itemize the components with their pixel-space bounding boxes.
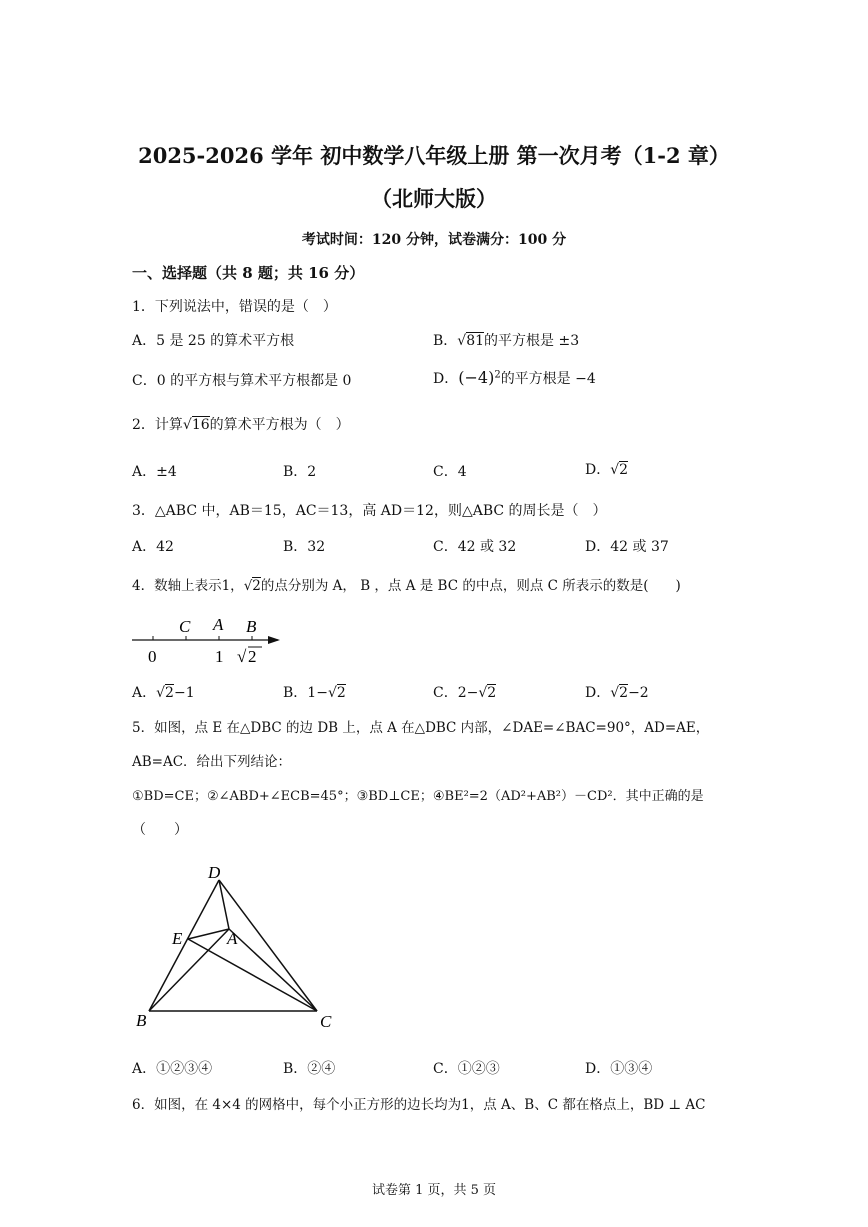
sqrt-radicand: 16	[191, 417, 210, 433]
question-6-stem: 6．如图，在 4×4 的网格中，每个小正方形的边长均为1，点 A、B、C 都在格点上，BD ⊥ AC	[132, 1097, 706, 1113]
question-2-option-b: B．2	[283, 464, 317, 480]
question-3-option-d: D．42 或 37	[585, 539, 669, 555]
sqrt-symbol: √	[478, 685, 488, 701]
stem-text: 2．计算	[132, 417, 183, 433]
sqrt-symbol: √	[327, 685, 337, 701]
sqrt-radicand: 81	[466, 333, 485, 349]
vertex-label-c: C	[320, 1012, 332, 1031]
question-5-stem-line3: ①BD=CE；②∠ABD+∠ECB=45°；③BD⊥CE；④BE²=2（AD²+AB²）－CD²．其中正确的是	[132, 789, 704, 804]
question-2-option-c: C．4	[433, 464, 467, 480]
option-text: −1	[173, 685, 195, 701]
tick-label-sqrt-symbol: √	[237, 647, 247, 666]
segment-db	[149, 880, 219, 1011]
vertex-label-b: B	[136, 1011, 147, 1030]
tick-label-sqrt2: 2	[248, 647, 257, 666]
vertex-label-e: E	[172, 929, 183, 948]
sqrt-radicand: 2	[619, 685, 629, 701]
question-2-option-d	[585, 459, 628, 479]
option-label: B．	[433, 333, 458, 349]
option-label: D．	[585, 462, 611, 478]
question-1-option-c: C．0 的平方根与算术平方根都是 0	[132, 373, 352, 389]
page-subtitle: （北师大版）	[371, 186, 497, 211]
sqrt-radicand: 2	[619, 462, 629, 478]
question-1-option-b	[433, 330, 579, 350]
tick-label-1: 1	[215, 647, 224, 666]
sqrt-radicand: 2	[252, 578, 261, 594]
question-1-option-d	[433, 368, 596, 388]
power-exponent: 2	[494, 369, 501, 381]
question-2-stem	[132, 414, 350, 434]
question-5-option-d: D．①③④	[585, 1061, 653, 1077]
segment-ea	[188, 929, 229, 939]
point-label-a: A	[213, 615, 224, 634]
option-label: D．	[433, 371, 459, 387]
stem-text: 的点分别为 A， B ，点 A 是 BC 的中点，则点 C 所表示的数是( )	[260, 578, 681, 594]
option-text: 的平方根是 −4	[500, 371, 596, 387]
sqrt-radicand: 2	[165, 685, 174, 701]
question-2-option-a: A．±4	[132, 464, 177, 480]
point-label-b: B	[246, 617, 257, 636]
point-label-c: C	[179, 617, 191, 636]
page-title: 2025-2026 学年 初中数学八年级上册 第一次月考（1-2 章）	[138, 143, 730, 168]
question-3-option-a: A．42	[132, 539, 174, 555]
sqrt-radicand: 2	[487, 685, 497, 701]
sqrt-symbol: √	[156, 685, 166, 701]
sqrt-symbol: √	[610, 685, 620, 701]
option-label: C．2−	[433, 685, 479, 701]
number-line-arrow	[268, 636, 280, 644]
segment-ec	[188, 939, 317, 1011]
question-5-stem-line4: （ ）	[132, 822, 188, 838]
question-1-option-a: A．5 是 25 的算术平方根	[132, 333, 295, 349]
option-label: B．1−	[283, 685, 328, 701]
question-4-option-a	[132, 682, 195, 702]
option-label: A．	[132, 685, 157, 701]
stem-text: 4．数轴上表示1，	[132, 578, 244, 594]
tick-label-0: 0	[148, 647, 157, 666]
question-4-option-c	[433, 682, 496, 702]
question-5-stem-line2: AB=AC．给出下列结论：	[132, 754, 292, 770]
triangle-figure	[130, 860, 340, 1035]
question-4-option-b	[283, 682, 346, 702]
stem-text: 的算术平方根为（ ）	[209, 417, 350, 433]
power-base: (−4)	[458, 368, 495, 387]
question-1-stem: 1．下列说法中，错误的是（ ）	[132, 299, 337, 315]
segment-ba	[149, 929, 229, 1011]
question-5-option-a: A．①②③④	[132, 1061, 213, 1077]
page-footer: 试卷第 1 页，共 5 页	[371, 1183, 497, 1198]
sqrt-symbol: √	[610, 462, 620, 478]
question-4-stem	[132, 574, 681, 594]
option-text: 的平方根是 ±3	[484, 333, 580, 349]
sqrt-symbol: √	[457, 333, 467, 349]
question-3-option-b: B．32	[283, 539, 326, 555]
exam-info: 考试时间：120 分钟，试卷满分：100 分	[301, 232, 567, 248]
section-heading: 一、选择题（共 8 题；共 16 分）	[132, 264, 365, 282]
question-5-option-b: B．②④	[283, 1061, 336, 1077]
sqrt-radicand: 2	[336, 685, 346, 701]
question-5-option-c: C．①②③	[433, 1061, 500, 1077]
sqrt-symbol: √	[243, 578, 253, 594]
vertex-label-d: D	[208, 863, 221, 882]
sqrt-symbol: √	[182, 417, 192, 433]
question-3-option-c: C．42 或 32	[433, 539, 517, 555]
question-3-stem: 3．△ABC 中，AB＝15，AC＝13，高 AD＝12，则△ABC 的周长是（ ）	[132, 503, 607, 519]
vertex-label-a: A	[227, 929, 238, 948]
question-5-stem-line1: 5．如图，点 E 在△DBC 的边 DB 上，点 A 在△DBC 内部，∠DAE=∠BAC=90°，AD=AE，	[132, 720, 710, 736]
option-label: D．	[585, 685, 611, 701]
number-line-figure	[130, 610, 290, 670]
question-4-option-d	[585, 682, 649, 702]
option-text: −2	[628, 685, 649, 701]
